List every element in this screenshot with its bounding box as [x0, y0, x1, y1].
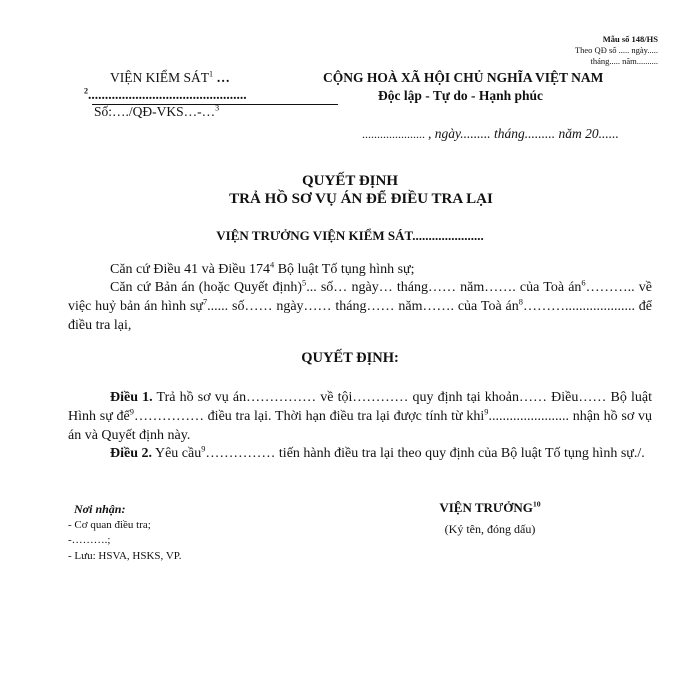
article-2: Điều 2. Yêu cầu$^9$…………… tiến hành điều tra lại theo quy định của Bộ luật Tố tụng hình sự./.	[110, 444, 645, 461]
recipients-block	[68, 502, 181, 564]
title-line1: QUYẾT ĐỊNH	[302, 173, 398, 189]
recipient-item: - Cơ quan điều tra;	[68, 518, 151, 531]
basis-paragraph-2: Căn cứ Bản án (hoặc Quyết định)$^5$... số… ngày… tháng…… năm……. của Toà $án^6\dots\dots\dots$.. về việc huỷ bản án hình sự$^7$...... số…… ngày…… tháng…… năm……. của Toà $án^8\dots\dots\dots$.................... để điều tra lại,	[68, 278, 653, 333]
form-number	[575, 34, 658, 67]
signature-note: (Ký tên, đóng dấu)	[444, 522, 536, 536]
title-line2: TRẢ HỒ SƠ VỤ ÁN ĐỂ ĐIỀU TRA LẠI	[229, 191, 493, 207]
basis-paragraph-1: Căn cứ Điều 41 và Điều $174^4$ Bộ luật Tố tụng hình sự;	[110, 260, 415, 277]
recipient-item: - Lưu: HSVA, HSKS, VP.	[68, 549, 182, 562]
agency-name: VIỆN KIỂM SÁT$^1$ …	[110, 69, 230, 85]
issuing-authority: VIỆN TRƯỞNG VIỆN KIỂM SÁT......................	[216, 228, 484, 243]
sub-agency-line: $^2$...............................................	[84, 86, 247, 102]
form-number-line3: tháng..... năm..........	[590, 56, 658, 66]
motto: Độc lập - Tự do - Hạnh phúc	[378, 88, 544, 103]
country-name: CỘNG HOÀ XÃ HỘI CHỦ NGHĨA VIỆT NAM	[323, 70, 604, 85]
place-date: ..................... , ngày......... tháng......... năm 20......	[362, 126, 619, 141]
signature-title: VIỆN TRƯỞNG$^{10}$	[439, 499, 541, 515]
recipient-item: -……….;	[68, 534, 111, 546]
recipients-title: Nơi nhận:	[74, 502, 126, 516]
document-title	[0, 172, 700, 208]
document-number: Số:…./QĐ-VKS…-…$^3$	[94, 103, 220, 119]
article-1: Điều 1. Trả hồ sơ vụ án…………… về tội………… quy định tại khoản…… Điều…… Bộ luật Hình sự để$^9$…………… điều tra lại. Thời hạn điều tra lại được tính từ khi$^9$....................... nhận hồ sơ vụ án và Quyết định này.	[68, 390, 652, 443]
form-number-line1: Mẫu số 148/HS	[602, 34, 658, 44]
decision-heading: QUYẾT ĐỊNH:	[301, 350, 399, 366]
form-number-line2: Theo QĐ số ..... ngày.....	[574, 45, 658, 55]
signature-block	[400, 500, 580, 537]
